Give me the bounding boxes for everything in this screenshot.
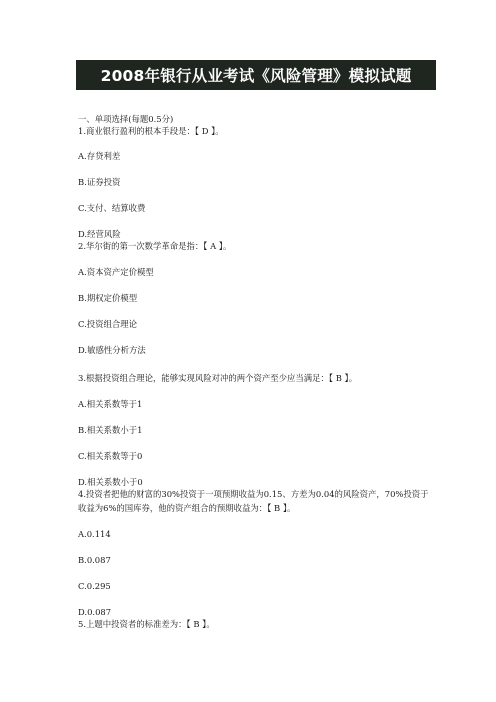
option-1d: D.经营风险 (78, 229, 121, 239)
question-2: 2.华尔街的第一次数学革命是指：【 A 】。 (78, 241, 232, 251)
document-title: 2008年银行从业考试《风险管理》模拟试题 (100, 67, 412, 85)
option-1a: A.存贷利差 (78, 151, 121, 161)
option-2a: A.资本资产定价模型 (78, 267, 154, 277)
option-3d: D.相关系数小于0 (78, 477, 143, 487)
option-2d: D.敏感性分析方法 (78, 345, 146, 355)
question-3: 3.根据投资组合理论，能够实现风险对冲的两个资产至少应当满足：【 B 】。 (78, 373, 358, 383)
question-4-line-1: 4.投资者把他的财富的30%投资于一项预期收益为0.15、方差为0.04的风险资产，70%投资于 (78, 489, 429, 499)
title-banner (76, 60, 436, 90)
option-2b: B.期权定价模型 (78, 293, 138, 303)
question-1: 1.商业银行盈利的根本手段是：【 D 】。 (78, 126, 224, 136)
section-heading: 一、单项选择(每题0.5分) (78, 114, 174, 124)
question-5: 5.上题中投资者的标准差为：【 B 】。 (78, 619, 215, 629)
option-1b: B.证券投资 (78, 177, 121, 187)
option-3b: B.相关系数小于1 (78, 425, 143, 435)
option-4a: A.0.114 (78, 529, 111, 539)
option-2c: C.投资组合理论 (78, 319, 138, 329)
option-3a: A.相关系数等于1 (78, 399, 143, 409)
option-3c: C.相关系数等于0 (78, 451, 143, 461)
question-4-line-2: 收益为6%的国库券，他的资产组合的预期收益为：【 B 】。 (78, 503, 296, 513)
option-4c: C.0.295 (78, 581, 111, 591)
option-4d: D.0.087 (78, 607, 112, 617)
option-4b: B.0.087 (78, 555, 111, 565)
option-1c: C.支付、结算收费 (78, 203, 146, 213)
